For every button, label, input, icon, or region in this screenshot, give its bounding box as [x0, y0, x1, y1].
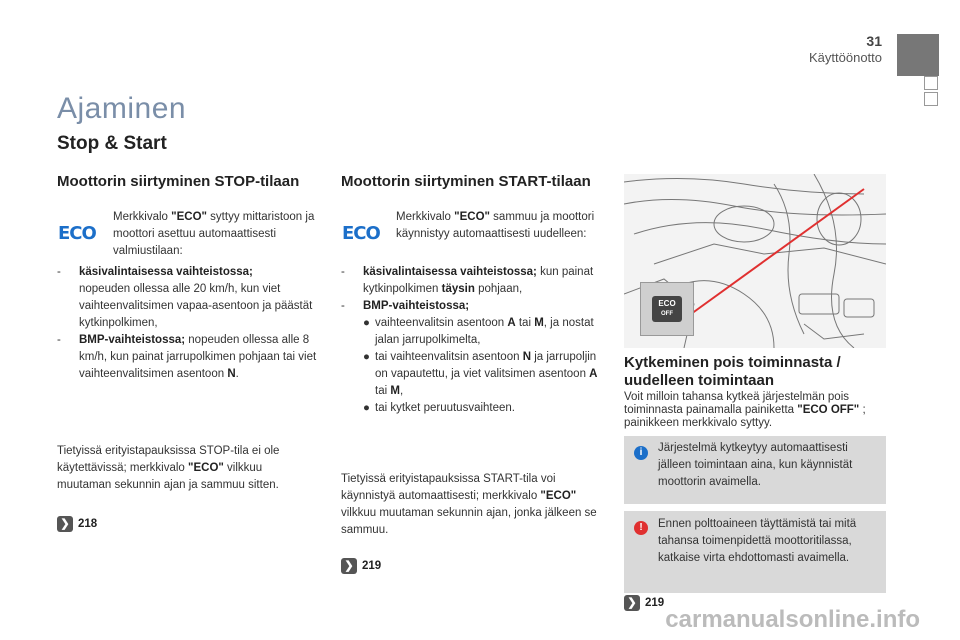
eco-off-label-bottom: OFF — [661, 311, 673, 317]
chevron-right-icon: ❯ — [57, 516, 73, 532]
col3-section — [624, 354, 886, 390]
col2-intro: Merkkivalo "ECO" sammuu ja moottori käynnistyy automaattisesti uudelleen: — [396, 211, 595, 240]
col2-list — [341, 264, 606, 417]
warning-icon: ! — [634, 521, 648, 535]
page-reference[interactable]: ❯ 219 — [624, 595, 664, 611]
list-item: ● tai vaihteenvalitsin asentoon N ja jarrupoljin on vapautettu, ja viet valitsimen asentoon A tai M, — [363, 351, 598, 397]
col1-section — [57, 173, 307, 191]
col2-heading: Moottorin siirtyminen START-tilaan — [341, 173, 591, 190]
info-icon: i — [634, 446, 648, 460]
info-text: Järjestelmä kytkeytyy automaattisesti jälleen toimintaan aina, kun käynnistät moottorin avaimella. — [658, 442, 853, 488]
list-item: ● tai kytket peruutusvaihteen. — [363, 402, 515, 414]
eco-off-label-top: ECO — [658, 299, 676, 308]
warning-text: Ennen polttoaineen täyttämistä tai mitä tahansa toimenpidettä moottoritilassa, katkaise virta ehdottomasti avaimella. — [658, 518, 857, 564]
eco-icon: ECO — [58, 223, 96, 244]
info-note — [624, 436, 886, 504]
list-item: - käsivalintaisessa vaihteistossa; nopeuden ollessa alle 20 km/h, kun viet vaihteenvalitsimen vapaa-asentoon ja päästät kytkinpolkimen, — [57, 266, 313, 329]
col2-note: Tietyissä erityistapauksissa START-tila voi käynnistyä automaattisesti; merkkivalo "ECO" vilkkuu muutaman sekunnin ajan, jonka jälkeen se sammuu. — [341, 473, 597, 536]
eco-off-zoom — [640, 282, 694, 336]
watermark: carmanualsonline.info — [665, 606, 920, 633]
list-item: - BMP-vaihteistossa; — [341, 300, 470, 312]
chevron-right-icon: ❯ — [624, 595, 640, 611]
page-reference[interactable]: ❯ 218 — [57, 516, 97, 532]
col2-section — [341, 173, 591, 191]
page-subtitle: Stop & Start — [57, 133, 167, 154]
eco-icon: ECO — [342, 223, 380, 244]
page-tab-square — [924, 92, 938, 106]
col1-list — [57, 264, 322, 383]
warning-note — [624, 511, 886, 593]
list-item: - käsivalintaisessa vaihteistossa; kun painat kytkinpolkimen täysin pohjaan, — [341, 266, 594, 295]
col1-heading: Moottorin siirtyminen STOP-tilaan — [57, 173, 300, 190]
list-item: ● vaihteenvalitsin asentoon A tai M, ja nostat jalan jarrupolkimelta, — [363, 317, 594, 346]
col3-intro: Voit milloin tahansa kytkeä järjestelmän pois toiminnasta painamalla painiketta "ECO OFF" ; painikkeen merkkivalo syttyy. — [624, 391, 866, 429]
chevron-right-icon: ❯ — [341, 558, 357, 574]
col1-note: Tietyissä erityistapauksissa STOP-tila ei ole käytettävissä; merkkivalo "ECO" vilkkuu muutaman sekunnin ajan ja sammuu sitten. — [57, 445, 280, 491]
page-title: Ajaminen — [57, 92, 187, 125]
eco-off-button[interactable] — [652, 296, 682, 322]
page-tab-square — [924, 76, 938, 90]
section-title: Käyttöönotto — [809, 50, 882, 65]
page-number: 31 — [866, 33, 882, 49]
col3-heading: Kytkeminen pois toiminnasta / uudelleen toimintaan — [624, 354, 841, 389]
page-reference[interactable]: ❯ 219 — [341, 558, 381, 574]
col1-intro: Merkkivalo "ECO" syttyy mittaristoon ja moottori asettuu automaattisesti valmiustilaan: — [113, 211, 315, 257]
list-item: - BMP-vaihteistossa; nopeuden ollessa alle 8 km/h, kun painat jarrupolkimen pohjaan tai viet vaihteenvalitsimen asentoon N. — [57, 334, 317, 380]
page-tab-marker — [897, 34, 939, 76]
